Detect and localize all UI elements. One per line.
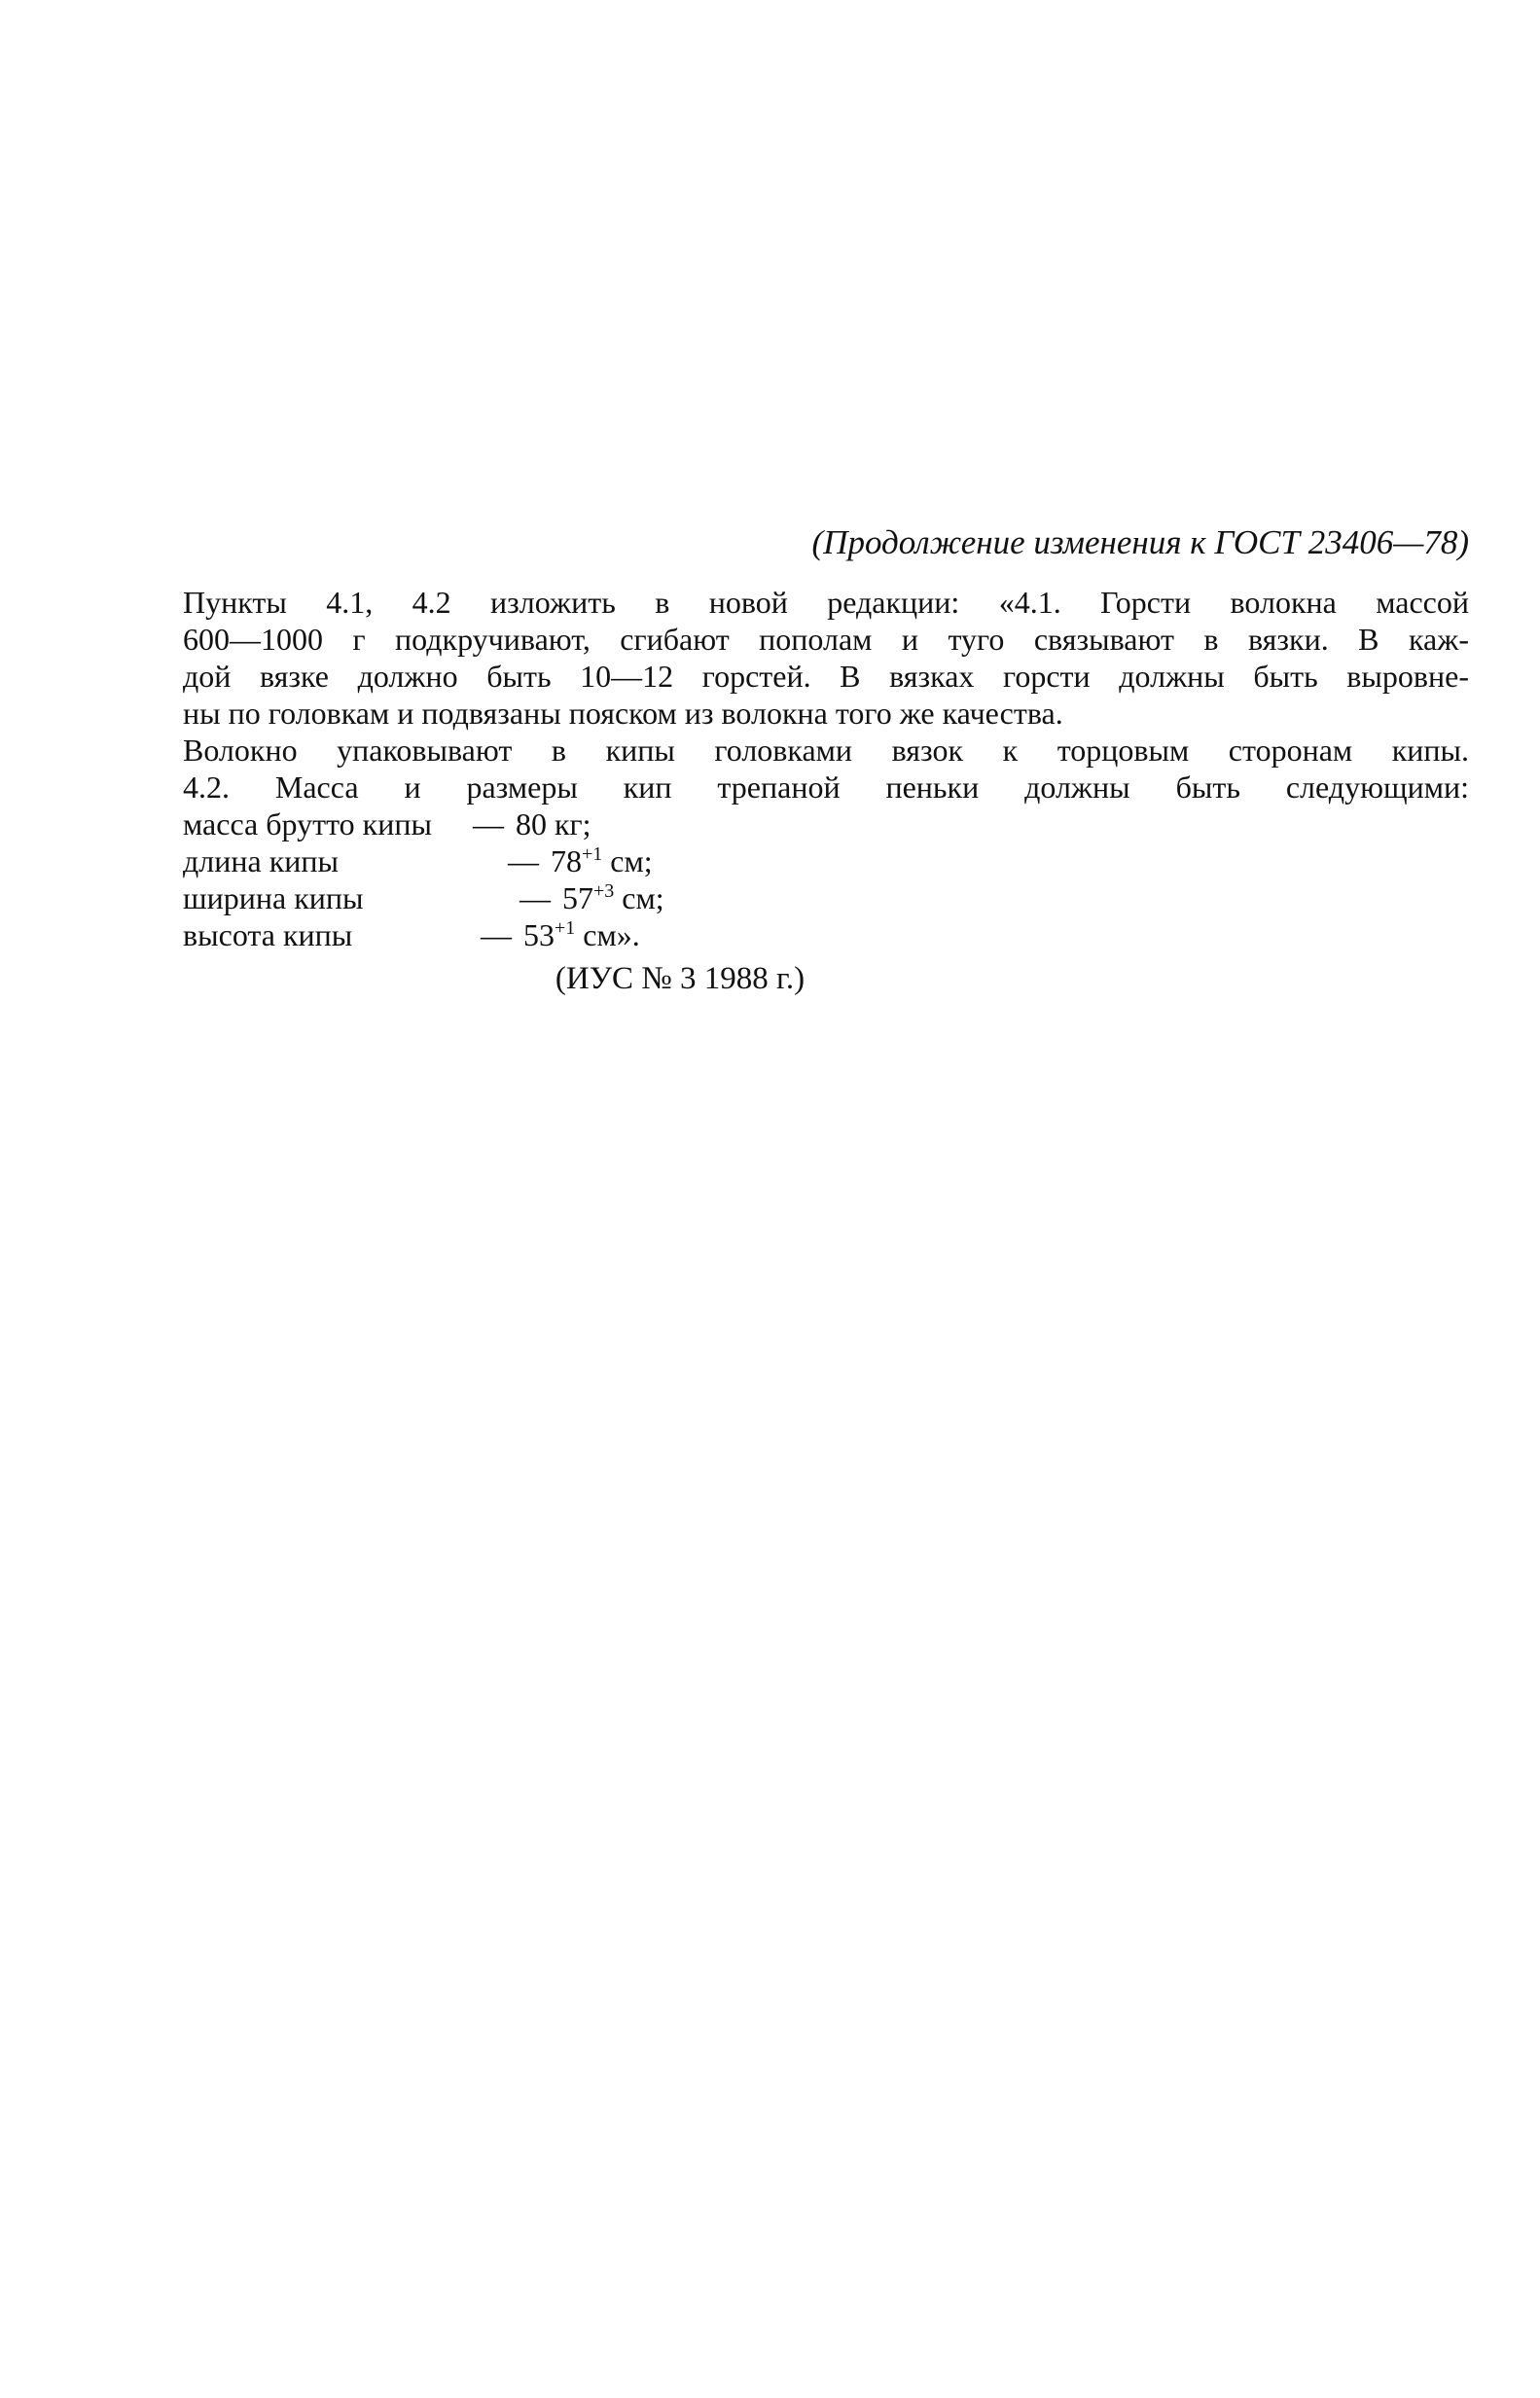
- spec-value: 80 кг;: [516, 806, 591, 841]
- spec-dash: —: [481, 917, 512, 952]
- spec-unit: см».: [575, 917, 640, 952]
- source-text: (ИУС № 3 1988 г.): [555, 961, 806, 996]
- source-reference: [183, 959, 1469, 998]
- continuation-header: (Продолжение изменения к ГОСТ 23406—78): [811, 523, 1469, 561]
- spec-value: [512, 916, 640, 953]
- spec-label: масса брутто кипы: [183, 806, 432, 841]
- spec-tolerance: +3: [593, 880, 615, 902]
- paragraph-line: 600—1000 г подкручивают, сгибают пополам и туго связывают в вязки. В каж-: [183, 622, 1469, 657]
- spec-tolerance: +1: [555, 917, 576, 939]
- spec-number: 57: [562, 880, 593, 915]
- spec-row-length: [183, 842, 1469, 879]
- spec-unit: см;: [602, 843, 653, 878]
- paragraph-packing: Волокно упаковывают в кипы головками вязок к торцовым сторонам кипы.: [183, 733, 1469, 768]
- paragraph-mass-sizes: 4.2. Масса и размеры кип трепаной пеньки должны быть следующими:: [183, 770, 1469, 805]
- spec-dash: —: [519, 880, 551, 915]
- spec-number: 53: [523, 917, 555, 952]
- amendment-text: [183, 584, 1469, 953]
- spec-row-mass: [183, 805, 1469, 842]
- spec-dash: —: [473, 806, 504, 841]
- spec-label: высота кипы: [183, 917, 353, 952]
- spec-tolerance: +1: [582, 843, 603, 865]
- spec-unit: см;: [614, 880, 664, 915]
- paragraph-line: дой вязке должно быть 10—12 горстей. В вязках горсти должны быть выровне-: [183, 659, 1469, 694]
- paragraph-line: Пункты 4.1, 4.2 изложить в новой редакции: «4.1. Горсти волокна массой: [183, 585, 1469, 620]
- spec-label: длина кипы: [183, 843, 339, 878]
- spec-number: 78: [551, 843, 582, 878]
- paragraph-line: ны по головкам и подвязаны пояском из волокна того же качества.: [183, 696, 1063, 731]
- spec-row-height: [183, 916, 1469, 953]
- spec-label: ширина кипы: [183, 880, 364, 915]
- spec-value: [551, 879, 664, 916]
- spec-value: [539, 842, 653, 879]
- spec-dash: —: [508, 843, 539, 878]
- bale-specs: [183, 805, 1469, 953]
- spec-row-width: [183, 879, 1469, 916]
